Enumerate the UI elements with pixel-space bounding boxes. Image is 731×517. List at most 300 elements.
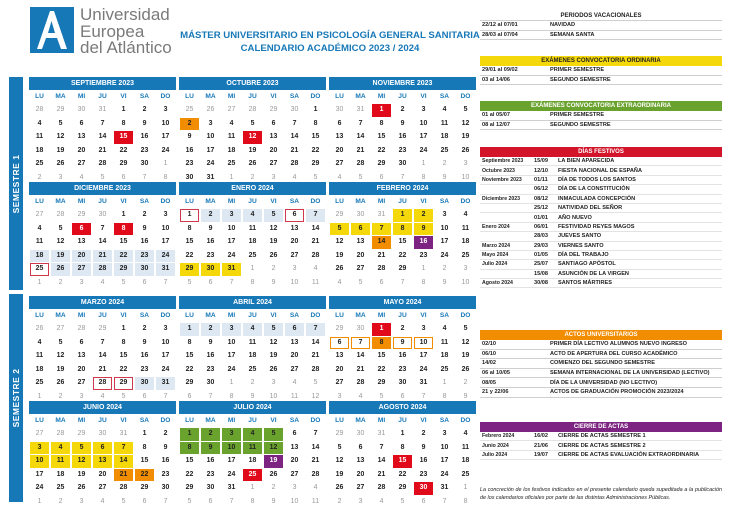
- day-cell: 24: [206, 160, 215, 167]
- day-cell: 13: [335, 352, 344, 359]
- day-cell: 9: [400, 119, 405, 127]
- day-cell: 25: [248, 251, 257, 259]
- day-cell: 6: [358, 443, 363, 451]
- month-abril-2024: [179, 296, 326, 404]
- weekday-header: DO: [460, 312, 471, 319]
- day-cell: 9: [271, 278, 276, 286]
- day-cell: 17: [206, 146, 215, 154]
- day-cell: 24: [227, 365, 236, 373]
- day-cell: 3: [463, 160, 468, 167]
- day-cell: 4: [292, 173, 297, 181]
- day-cell: 30: [140, 160, 149, 167]
- day-cell: 8: [187, 338, 192, 346]
- day-cell: 13: [77, 238, 86, 245]
- row-month: Enero 2024: [482, 223, 510, 230]
- day-cell: 31: [377, 211, 386, 218]
- month-days-grid: [179, 309, 326, 404]
- day-cell: 31: [356, 106, 365, 113]
- day-cell: 25: [248, 365, 257, 373]
- day-cell: 11: [461, 443, 470, 451]
- day-cell: 7: [313, 430, 318, 437]
- day-cell: 19: [264, 455, 283, 468]
- day-cell: 23: [398, 146, 407, 154]
- day-cell: 30: [201, 263, 220, 276]
- day-cell: 28: [93, 263, 112, 276]
- day-cell: 18: [35, 146, 44, 154]
- day-cell: 6: [79, 338, 84, 346]
- weekday-header: LU: [185, 198, 194, 205]
- day-cell: 5: [187, 497, 192, 505]
- day-cell: 5: [337, 443, 342, 451]
- day-cell: 12: [461, 338, 470, 346]
- day-cell: 17: [440, 238, 449, 245]
- day-cell: 30: [135, 377, 154, 390]
- day-cell: 5: [264, 428, 283, 441]
- day-cell: 3: [163, 106, 168, 113]
- day-cell: 2: [37, 173, 42, 181]
- row-label: VIERNES SANTO: [558, 242, 604, 249]
- day-cell: 10: [227, 224, 236, 232]
- panel-extraordinaria: [480, 101, 722, 130]
- month-junio-2024: [29, 401, 176, 509]
- day-cell: 9: [208, 338, 213, 346]
- weekday-header: LU: [335, 312, 344, 319]
- day-cell: 6: [271, 119, 276, 127]
- month-days-grid: [29, 195, 176, 290]
- day-cell: 3: [271, 173, 276, 181]
- day-cell: 1: [313, 106, 318, 113]
- row-label: SANTOS MÁRTIRES: [558, 280, 612, 287]
- day-cell: 22: [185, 470, 194, 478]
- day-cell: 14: [290, 133, 299, 140]
- day-cell: 27: [35, 430, 44, 437]
- day-cell: 1: [463, 484, 468, 491]
- day-cell: 22: [135, 469, 154, 482]
- month-header: FEBRERO 2024: [329, 182, 476, 195]
- day-cell: 16: [206, 238, 215, 245]
- day-cell: 2: [271, 484, 276, 491]
- row-date: 01 al 05/07: [482, 112, 510, 119]
- day-cell: 6: [121, 173, 126, 181]
- day-cell: 8: [114, 223, 133, 236]
- day-cell: 15: [185, 457, 194, 464]
- day-cell: 1: [180, 209, 199, 222]
- day-cell: 6: [285, 323, 304, 336]
- day-cell: 29: [398, 484, 407, 491]
- day-cell: 6: [142, 497, 147, 505]
- day-cell: 31: [119, 430, 128, 437]
- day-cell: 1: [400, 430, 405, 437]
- day-cell: 4: [100, 392, 105, 400]
- day-cell: 2: [414, 209, 433, 222]
- day-cell: 17: [227, 457, 236, 464]
- day-cell: 2: [142, 211, 147, 218]
- day-cell: 28: [56, 430, 65, 437]
- day-cell: 21: [98, 146, 107, 154]
- day-cell: 12: [335, 457, 344, 464]
- day-cell: 1: [37, 497, 42, 505]
- day-cell: 5: [72, 442, 91, 455]
- row-date: 12/10: [534, 167, 548, 174]
- day-cell: 18: [440, 133, 449, 140]
- day-cell: 10: [290, 497, 299, 505]
- day-cell: 15: [393, 455, 412, 468]
- day-cell: 2: [201, 209, 220, 222]
- day-cell: 29: [185, 484, 194, 491]
- weekday-header: MI: [77, 312, 86, 319]
- day-cell: 16: [398, 133, 407, 140]
- day-cell: 10: [414, 337, 433, 350]
- weekday-header: MA: [205, 198, 216, 205]
- weekday-header: SA: [289, 93, 300, 100]
- day-cell: 8: [229, 392, 234, 400]
- month-days-grid: [329, 90, 476, 185]
- day-cell: 11: [35, 352, 44, 359]
- weekday-header: MA: [355, 93, 366, 100]
- day-cell: 10: [161, 119, 170, 127]
- day-cell: 31: [222, 263, 241, 276]
- day-cell: 23: [185, 160, 194, 167]
- weekday-header: VI: [120, 198, 127, 205]
- day-cell: 14: [311, 338, 320, 346]
- day-cell: 14: [372, 236, 391, 249]
- day-cell: 21: [290, 146, 299, 154]
- day-cell: 21: [98, 365, 107, 373]
- day-cell: 13: [356, 457, 365, 464]
- day-cell: 29: [335, 211, 344, 218]
- day-cell: 30: [414, 482, 433, 495]
- day-cell: 21: [311, 352, 320, 359]
- day-cell: 13: [93, 455, 112, 468]
- day-cell: 7: [100, 224, 105, 232]
- logo-line-3: del Atlántico: [80, 38, 172, 57]
- day-cell: 9: [142, 338, 147, 346]
- day-cell: 28: [356, 379, 365, 386]
- day-cell: 28: [93, 377, 112, 390]
- day-cell: 7: [372, 223, 391, 236]
- day-cell: 20: [290, 457, 299, 464]
- day-cell: 18: [248, 352, 257, 359]
- month-agosto-2024: [329, 401, 476, 509]
- day-cell: 23: [419, 470, 428, 478]
- day-cell: 5: [187, 278, 192, 286]
- day-cell: 21: [114, 469, 133, 482]
- month-header: AGOSTO 2024: [329, 401, 476, 414]
- day-cell: 3: [222, 428, 241, 441]
- day-cell: 25: [440, 365, 449, 373]
- day-cell: 2: [58, 497, 63, 505]
- day-cell: 20: [290, 352, 299, 359]
- month-days-grid: [329, 195, 476, 290]
- weekday-header: MI: [227, 93, 236, 100]
- day-cell: 6: [379, 173, 384, 181]
- day-cell: 30: [161, 484, 170, 491]
- weekday-header: SA: [139, 198, 150, 205]
- day-cell: 30: [356, 325, 365, 332]
- panel-row: [480, 76, 722, 86]
- weekday-header: LU: [35, 93, 44, 100]
- day-cell: 23: [206, 470, 215, 478]
- weekday-header: JU: [398, 93, 407, 100]
- day-cell: 1: [121, 106, 126, 113]
- month-header: NOVIEMBRE 2023: [329, 77, 476, 90]
- day-cell: 19: [56, 365, 65, 373]
- weekday-header: MI: [227, 198, 236, 205]
- weekday-header: VI: [420, 93, 427, 100]
- panel-row: [480, 260, 722, 269]
- panel-row: [480, 157, 722, 166]
- day-cell: 9: [463, 392, 468, 400]
- day-cell: 5: [463, 325, 468, 332]
- day-cell: 20: [356, 251, 365, 259]
- row-label: NAVIDAD: [550, 22, 576, 29]
- day-cell: 5: [121, 278, 126, 286]
- month-julio-2024: [179, 401, 326, 509]
- day-cell: 16: [398, 352, 407, 359]
- day-cell: 12: [56, 238, 65, 245]
- day-cell: 26: [35, 325, 44, 332]
- day-cell: 15: [119, 352, 128, 359]
- day-cell: 26: [461, 146, 470, 154]
- weekday-header: DO: [460, 93, 471, 100]
- weekday-header: VI: [120, 312, 127, 319]
- day-cell: 18: [227, 146, 236, 154]
- day-cell: 25: [461, 470, 470, 478]
- weekday-header: MI: [377, 312, 386, 319]
- panel-ordinaria: [480, 56, 722, 85]
- weekday-header: DO: [160, 417, 171, 424]
- day-cell: 5: [358, 278, 363, 286]
- day-cell: 16: [140, 133, 149, 140]
- row-date: 02/10: [482, 341, 496, 348]
- day-cell: 5: [264, 209, 283, 222]
- day-cell: 2: [142, 106, 147, 113]
- month-header: JULIO 2024: [179, 401, 326, 414]
- day-cell: 28: [311, 470, 320, 478]
- day-cell: 22: [119, 365, 128, 373]
- day-cell: 6: [142, 278, 147, 286]
- row-date: 03 al 14/06: [482, 76, 510, 83]
- day-cell: 4: [243, 428, 262, 441]
- day-cell: 9: [393, 337, 412, 350]
- day-cell: 31: [156, 263, 175, 276]
- day-cell: 24: [35, 484, 44, 491]
- panel-row: [480, 251, 722, 260]
- day-cell: 14: [98, 352, 107, 359]
- row-date: 14/02: [482, 360, 496, 367]
- day-cell: 29: [180, 263, 199, 276]
- day-cell: 23: [419, 251, 428, 259]
- day-cell: 23: [398, 365, 407, 373]
- day-cell: 19: [461, 352, 470, 359]
- row-month: Diciembre 2023: [482, 195, 521, 202]
- day-cell: 22: [377, 365, 386, 373]
- row-month: Marzo 2024: [482, 242, 510, 249]
- day-cell: 1: [250, 265, 255, 272]
- day-cell: 25: [56, 484, 65, 491]
- weekday-header: LU: [185, 417, 194, 424]
- day-cell: 10: [227, 338, 236, 346]
- day-cell: 17: [35, 470, 44, 478]
- day-cell: 27: [98, 484, 107, 491]
- day-cell: 6: [93, 442, 112, 455]
- weekday-header: VI: [420, 417, 427, 424]
- weekday-header: LU: [35, 198, 44, 205]
- weekday-header: MI: [377, 198, 386, 205]
- day-cell: 13: [77, 352, 86, 359]
- day-cell: 25: [461, 251, 470, 259]
- weekday-header: DO: [310, 198, 321, 205]
- day-cell: 5: [313, 173, 318, 181]
- weekday-header: JU: [248, 417, 257, 424]
- day-cell: 11: [440, 119, 449, 127]
- row-label: DÍA DE LA CONSTITUCIÓN: [558, 186, 630, 193]
- day-cell: 11: [311, 278, 320, 286]
- day-cell: 16: [161, 457, 170, 464]
- day-cell: 8: [442, 392, 447, 400]
- day-cell: 15: [140, 457, 149, 464]
- day-cell: 10: [161, 338, 170, 346]
- weekday-header: LU: [35, 417, 44, 424]
- day-cell: 3: [358, 497, 363, 505]
- day-cell: 13: [356, 238, 365, 245]
- day-cell: 9: [442, 173, 447, 181]
- day-cell: 4: [379, 497, 384, 505]
- row-month: Octubre 2023: [482, 167, 515, 174]
- day-cell: 28: [290, 160, 299, 167]
- day-cell: 7: [306, 209, 325, 222]
- panel-row: [480, 195, 722, 204]
- day-cell: 5: [58, 338, 63, 346]
- day-cell: 16: [414, 236, 433, 249]
- row-month: Febrero 2024: [482, 433, 515, 440]
- day-cell: 25: [243, 469, 262, 482]
- day-cell: 3: [222, 323, 241, 336]
- panel-row: [480, 388, 722, 398]
- weekday-header: DO: [160, 198, 171, 205]
- panel-row: [480, 369, 722, 379]
- day-cell: 8: [121, 338, 126, 346]
- panel-row: [480, 242, 722, 251]
- day-cell: 3: [208, 119, 213, 127]
- day-cell: 1: [372, 323, 391, 336]
- day-cell: 26: [335, 484, 344, 491]
- weekday-header: MA: [205, 417, 216, 424]
- day-cell: 9: [442, 278, 447, 286]
- panel-header: CIERRE DE ACTAS: [480, 422, 722, 432]
- day-cell: 5: [379, 392, 384, 400]
- day-cell: 21: [311, 238, 320, 245]
- panel-cierre: [480, 422, 722, 460]
- day-cell: 6: [421, 497, 426, 505]
- weekday-header: MA: [355, 312, 366, 319]
- weekday-header: JU: [98, 312, 107, 319]
- day-cell: 12: [72, 455, 91, 468]
- panel-row: [480, 441, 722, 450]
- day-cell: 29: [398, 265, 407, 272]
- day-cell: 24: [227, 470, 236, 478]
- weekday-header: MA: [55, 417, 66, 424]
- day-cell: 18: [461, 238, 470, 245]
- day-cell: 27: [35, 211, 44, 218]
- day-cell: 2: [400, 106, 405, 113]
- day-cell: 9: [414, 223, 433, 236]
- weekday-header: DO: [460, 417, 471, 424]
- month-mayo-2024: [329, 296, 476, 404]
- row-date: 29/03: [534, 242, 548, 249]
- day-cell: 29: [77, 211, 86, 218]
- day-cell: 10: [419, 119, 428, 127]
- day-cell: 2: [201, 428, 220, 441]
- day-cell: 4: [243, 323, 262, 336]
- panel-row: [480, 378, 722, 388]
- row-date: 01/01: [534, 214, 548, 221]
- day-cell: 12: [335, 238, 344, 245]
- day-cell: 29: [140, 484, 149, 491]
- row-label: SEMANA INTERNACIONAL DE LA UNIVERSIDAD (LECTIVO): [550, 370, 710, 377]
- day-cell: 1: [121, 325, 126, 332]
- weekday-header: VI: [270, 93, 277, 100]
- day-cell: 6: [292, 430, 297, 437]
- day-cell: 3: [421, 106, 426, 113]
- weekday-header: SA: [139, 93, 150, 100]
- month-days-grid: [329, 414, 476, 509]
- month-days-grid: [29, 90, 176, 185]
- month-header: JUNIO 2024: [29, 401, 176, 414]
- day-cell: 11: [35, 133, 44, 140]
- day-cell: 6: [337, 119, 342, 127]
- row-label: ACTOS DE GRADUACIÓN PROMOCIÓN 2023/2024: [550, 389, 684, 396]
- row-date: 25/07: [534, 261, 548, 268]
- weekday-header: JU: [248, 312, 257, 319]
- panel-row: [480, 176, 722, 185]
- weekday-header: DO: [310, 93, 321, 100]
- day-cell: 3: [79, 497, 84, 505]
- day-cell: 15: [185, 238, 194, 245]
- day-cell: 7: [358, 119, 363, 127]
- weekday-header: DO: [160, 312, 171, 319]
- day-cell: 8: [463, 497, 468, 505]
- day-cell: 24: [227, 251, 236, 259]
- day-cell: 4: [292, 379, 297, 386]
- weekday-header: SA: [139, 417, 150, 424]
- month-days-grid: [29, 309, 176, 404]
- day-cell: 20: [77, 365, 86, 373]
- row-label: CIERRE DE ACTAS EVALUACIÓN EXTRAORDINARIA: [558, 451, 699, 458]
- day-cell: 3: [271, 379, 276, 386]
- day-cell: 4: [463, 430, 468, 437]
- day-cell: 18: [440, 352, 449, 359]
- day-cell: 27: [269, 160, 278, 167]
- month-days-grid: [329, 309, 476, 404]
- day-cell: 5: [463, 106, 468, 113]
- row-label: ASUNCIÓN DE LA VIRGEN: [558, 270, 629, 277]
- day-cell: 1: [250, 484, 255, 491]
- day-cell: 25: [35, 379, 44, 386]
- weekday-header: JU: [98, 417, 107, 424]
- day-cell: 12: [269, 338, 278, 346]
- day-cell: 9: [142, 119, 147, 127]
- day-cell: 23: [161, 470, 170, 478]
- day-cell: 27: [335, 160, 344, 167]
- day-cell: 25: [35, 160, 44, 167]
- day-cell: 19: [269, 352, 278, 359]
- logo-line-1: Universidad: [80, 5, 170, 24]
- day-cell: 3: [463, 265, 468, 272]
- row-date: 28/03 al 07/04: [482, 31, 518, 38]
- day-cell: 12: [269, 224, 278, 232]
- month-header: DICIEMBRE 2023: [29, 182, 176, 195]
